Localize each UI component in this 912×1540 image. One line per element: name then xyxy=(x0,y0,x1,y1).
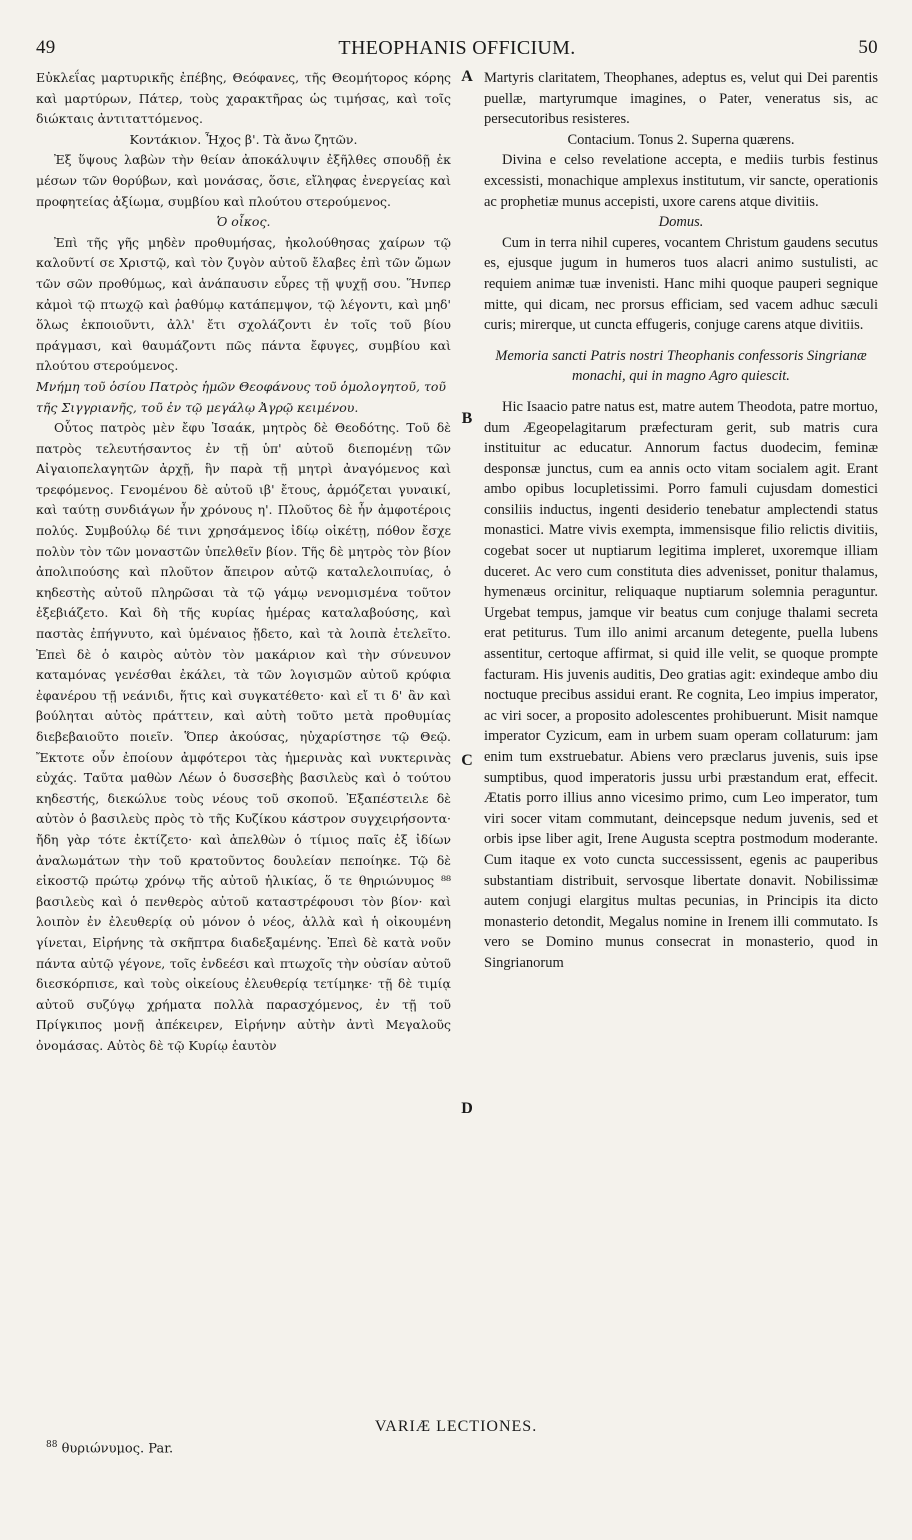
left-page-number: 49 xyxy=(36,37,56,58)
running-title: THEOPHANIS OFFICIUM. xyxy=(338,36,576,59)
variae-lectiones-heading: VARIÆ LECTIONES. xyxy=(374,1418,538,1435)
latin-vita-text: Hic Isaacio patre natus est, matre autem Theodota, patre mortuo, dum Ægeopelagitarum præfecturam gerit, sub matris cura instituitur ac educatur. Annorum factus duodecim, feminæ desponsæ junctus, cum ea annis octo vitam socialem agit. Erant ambo opibus locupletissimi. Porro famuli cujusdam domestici consiliis inductus, ingenti desiderio tenebatur amplectendi status monastici. Matre vivis exempta, immensisque filio relictis divitiis, cogebat socer ut nuptiarum legitima impleret, uxoremque illiam duceret. Ac vero cum constituta dies advenisset, ponitur thalamus, hymenæus orcinitur, reliquaque nuptiarum solemnia peraguntur. Urgebat tempus, jamque vir beatus cum conjuge thalami secreta erat petiturus. Tum illo animi arcanum detegente, puella lubens assentitur, certoque affirmat, si quid ille velit, se quoque prompte facturam. His juvenis auditis, Deo gratias agit: exindeque ambo diu noctuque precibus assidui erant. Re cognita, Leo impius imperator, ac viri socer, a proposito adolescentes prohibuerunt. Misit namque imperator Cyzicum, eam in urbem suam operam collaturum: jam enim tum exstruebatur. Abiens vero præclarus juvenis, suis ipse sumptibus, quod imperatoris jussu urbi præstandum erat, effecit. Ætatis porro illius anno vicesimo primo, cum Leo imperator, tum viri socer vitam commutant, deincepsque nedum juvenis, sed et orbis ipse liber agit, Irene Augusta sceptra postmodum moderante. Cum itaque ex voto cuncta successissent, egenis ac pauperibus substantiam distribuit, servosque libertate donavit. Nobilissimæ autem conjugi elargitus multas pecunias, in Principis ita dicto monasterio detondit, Megalus nomine in Irenem illi commutato. Is vero se Domino munus consecrat in monasterio, quod in Singrianorum xyxy=(484,398,878,971)
page-header xyxy=(36,34,878,62)
greek-memoria-heading: Μνήμη τοῦ ὁσίου Πατρὸς ἡμῶν Θεοφάνους τοῦ ὁμολογητοῦ, τοῦ τῆς Σιγγριανῆς, τοῦ ἐν τῷ μεγάλῳ Ἀγρῷ κειμένου. xyxy=(36,378,447,415)
latin-contacium-text: Divina e celso revelatione accepta, e mediis turbis festinus excessisti, monachique amplexus institutum, vir sancte, operationis ac prophetiæ munus accepisti, uxore carens atque divitiis. xyxy=(484,152,878,210)
greek-kontakion-text: Ἐξ ὕψους λαβὼν τὴν θείαν ἀποκάλυψιν ἐξῆλθες σπουδῇ ἐκ μέσων τῶν θορύβων, καὶ μονάσας, ὅσιε, εἴληφας ἐνεργείας καὶ προφητείας ἀξίωμα, συμβίου καὶ πλούτου στερούμενος. xyxy=(36,152,451,209)
greek-oikos-text: Ἐπὶ τῆς γῆς μηδὲν προθυμήσας, ἠκολούθησας χαίρων τῷ καλοῦντί σε Χριστῷ, καὶ τὸν ζυγὸν αὐτοῦ ἔλαβες ἐπὶ τῶν ὤμων τῶν σῶν προθύμως, καὶ ἀνάπαυσιν εὗρες τῇ ψυχῇ σου. Ἥνπερ κἀμοὶ τῷ πτωχῷ καὶ ῥαθύμῳ κατάπεμψον, τῷ λέγοντι, καὶ μηδ' ὅλως ἐκποιοῦντι, ἀλλ' ἔτι σχολάζοντι ἐν τοῖς τοῦ βίου πράγμασι, καὶ θαυμάζοντι πῶς πάντα ἔφυγες, συμβίου καὶ πλούτου στερούμενος. xyxy=(36,234,451,374)
greek-oikos-heading: Ὁ οἶκος. xyxy=(216,214,271,230)
footnote-number: 88 xyxy=(46,1440,58,1450)
section-marker-a: A xyxy=(461,68,473,85)
latin-domus-heading: Domus. xyxy=(658,214,704,231)
greek-column xyxy=(36,68,451,1418)
greek-kontakion-heading: Κοντάκιον. Ἦχος β'. Τὰ ἄνω ζητῶν. xyxy=(129,131,358,147)
greek-vita-text: Οὗτος πατρὸς μὲν ἔφυ Ἰσαάκ, μητρὸς δὲ Θεοδότης. Τοῦ δὲ πατρὸς τελευτήσαντος ἐν τῇ ὑπ' αὐτοῦ διεπομένῃ τῶν Αἰγαιοπελαγητῶν ἀρχῇ, ἣν παρὰ τῇ μητρὶ ἀναγόμενος καὶ τρεφόμενος. Γενομένου δὲ αὐτοῦ ιβ' ἔτους, ἁρμόζεται γυναικί, καὶ ταύτῃ συνδιάγων ἦν χρόνους η'. Πλοῦτος δὲ ἦν ἀμφοτέροις πολύς. Συμβούλῳ δέ τινι χρησάμενος ἰδίῳ οἰκέτῃ, πόθον ἔσχε πολὺν τὸν τῶν μοναστῶν ὑπελθεῖν βίον. Τῆς δὲ μητρὸς τὸν βίον ἀπολιπούσης καὶ πλοῦτον ἄπειρον αὐτῷ καταλελοιπυίας, ὁ κηδεστὴς αὐτοῦ πληρῶσαι τὰ τῷ γάμῳ νενομισμένα τοῦτον ἐξεβιάζετο. Καὶ δὴ τῆς κυρίας ἡμέρας καταλαβούσης, καὶ παστὰς ἐπήγνυτο, καὶ ὑμέναιος ᾔδετο, καὶ τὰ λοιπὰ ἐτελεῖτο. Ἐπεὶ δὲ ὁ καιρὸς αὐτὸν τὸν μακάριον καὶ τὴν σύνευνον καταμόνας γενέσθαι ἐκάλει, τὰ τῶν λογισμῶν αὐτοῦ κρύφια ἐφανέρου τῇ νεάνιδι, ἥτις καὶ συγκατέθετο· καὶ εἴ τι δ' ἂν καὶ βούληται αὐτὸς πράττειν, καὶ αὐτὴ τοῦτο μετὰ προθυμίας διεβεβαιοῦτο ποιεῖν. Ὅπερ ἀκούσας, ηὐχαρίστησε τῷ Θεῷ. Ἔκτοτε οὖν ἐποίουν ἀμφότεροι τὰς ἡμερινὰς καὶ νυκτερινὰς εὐχάς. Ταῦτα μαθὼν Λέων ὁ δυσσεβὴς βασιλεὺς καὶ ὁ τούτου κηδεστής, διεκώλυε τοὺς νέους τοῦ σκοποῦ. Ἐξαπέστειλε δὲ αὐτὸν ὁ βασιλεὺς πρὸς τὸ τῆς Κυζίκου κάστρον συγχειρήσοντα· ἤδη γὰρ τότε ἐκτίζετο· καὶ ἀπελθὼν ὁ τίμιος παῖς ἐξ ἰδίων ἀναλωμάτων τὴν τοῦ κρατοῦντος δουλείαν πεποίηκε. Τῷ δὲ εἰκοστῷ πρώτῳ χρόνῳ τῆς αὐτοῦ ἡλικίας, ὅ τε θηριώνυμος ⁸⁸ βασιλεὺς καὶ ὁ πενθερὸς αὐτοῦ καταστρέφουσι τὸν βίον· καὶ λοιπὸν ἐν ἐλευθερίᾳ οὐ μόνον ὁ νέος, ἀλλὰ καὶ ἡ οἰκουμένη γίνεται, Εἰρήνης τὰ σκῆπτρα διαδεξαμένης. Ἐπεὶ δὲ κατὰ νοῦν πάντα αὐτῷ γέγονε, τοῖς ἐνδεέσι καὶ πτωχοῖς τὴν οὐσίαν αὐτοῦ διεσκόρπισε, καὶ τοὺς οἰκείους ἐλευθερίᾳ τετίμηκε· τῇ δὲ τιμίᾳ αὐτοῦ συζύγῳ χρήματα πολλὰ παρασχόμενος, ἐν τῇ τοῦ Πρίγκιπος μονῇ ἀπέκειρεν, Εἰρήνην αὐτὴν ἀντὶ Μεγαλοῦς ὀνομάσας. Αὐτὸς δὲ τῷ Κυρίῳ ἑαυτὸν xyxy=(36,420,451,1053)
section-marker-d: D xyxy=(461,1100,473,1117)
footnote-text: θυριώνυμος. Par. xyxy=(61,1441,174,1457)
right-page-number: 50 xyxy=(858,37,878,58)
greek-hymn-ending: Εὐκλεΐας μαρτυρικῆς ἐπέβης, Θεόφανες, τῆς Θεομήτορος κόρης καὶ μαρτύρων, Πάτερ, τοὺς χαρακτῆρας ὡς τιμήσας, καὶ τοῖς διώκταις ἀντιταττόμενος. xyxy=(36,70,451,127)
footnote xyxy=(46,1440,173,1456)
latin-memoria-heading: Memoria sancti Patris nostri Theophanis confessoris Singrianæ monachi, qui in magno Agro quiescit. xyxy=(495,347,867,385)
section-marker-b: B xyxy=(461,410,473,427)
latin-contacium-heading: Contacium. Tonus 2. Superna quærens. xyxy=(567,131,795,148)
latin-domus-text: Cum in terra nihil cuperes, vocantem Christum gaudens secutus es, ejusque jugum in humeros tuos alacri animo sustulisti, ac requiem animæ tuæ invenisti. Hanc mihi quoque pauperi segnique mitte, qui dicam, nec prorsus efficiam, sed vacem adhuc sæculi curis; mirerque, ut cuncta effugeris, conjuge carens atque divitiis. xyxy=(484,234,878,334)
latin-hymn-ending: Martyris claritatem, Theophanes, adeptus es, velut qui Dei parentis puellæ, martyrumque imagines, o Pater, veneratus sis, ac persecutoribus resisteres. xyxy=(484,70,878,128)
section-marker-c: C xyxy=(461,752,473,769)
latin-column xyxy=(484,68,878,1418)
